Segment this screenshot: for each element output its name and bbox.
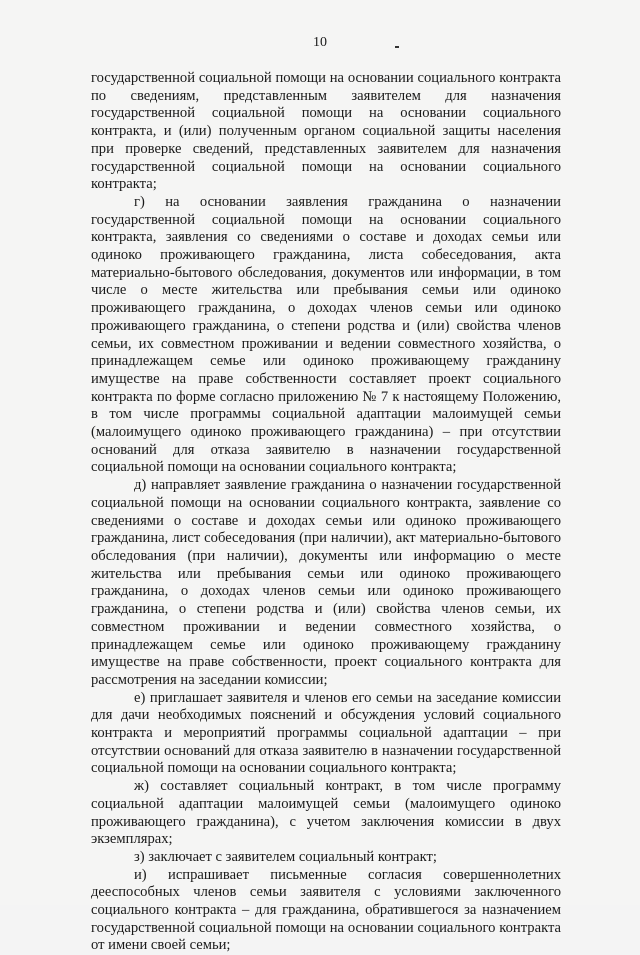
paragraph-item-i: и) испрашивает письменные согласия совершеннолетних дееспособных членов семьи заявителя с условиями заключенного социального контракта – для гражданина, обратившегося за назначением государственной социальной помощи на основании социального контракта от имени своей семьи; — [91, 866, 561, 954]
paragraph-continuation: государственной социальной помощи на основании социального контракта по сведениям, представленным заявителем для назначения государственной социальной помощи на основании социального контракта, и (или) полученным органом социальной защиты населения при проверке сведений, представленных заявителем для назначения государственной социальной помощи на основании социального контракта; — [91, 70, 561, 193]
scan-mark — [395, 46, 399, 48]
paragraph-item-e: е) приглашает заявителя и членов его семьи на заседание комиссии для дачи необходимых пояснений и обсуждения условий социального контракта и мероприятий программы социальной адаптации – при отсутствии оснований для отказа заявителю в назначении государственной социальной помощи на основании социального контракта; — [91, 689, 561, 777]
document-body — [91, 70, 561, 955]
page-number: 10 — [313, 35, 327, 50]
paragraph-item-zh: ж) составляет социальный контракт, в том числе программу социальной адаптации малоимущей семьи (малоимущего одиноко проживающего гражданина), с учетом заключения комиссии в двух экземплярах; — [91, 778, 561, 848]
paragraph-item-g: г) на основании заявления гражданина о назначении государственной социальной помощи на основании социального контракта, заявления со сведениями о составе и доходах семьи или одиноко проживающего гражданина, листа собеседования, акта материально-бытового обследования, документов или информации, в том числе о месте жительства или пребывания семьи или одиноко проживающего гражданина, о доходах членов семьи или одиноко проживающего гражданина, о степени родства и (или) свойства членов семьи, их совместном проживании и ведении совместного хозяйства, о принадлежащем семье или одиноко проживающему гражданину имуществе на праве собственности составляет проект социального контракта по форме согласно приложению № 7 к настоящему Положению, в том числе программы социальной адаптации малоимущей семьи (малоимущего одиноко проживающего гражданина) – при отсутствии оснований для отказа заявителю в назначении государственной социальной помощи на основании социального контракта; — [91, 193, 561, 476]
paragraph-item-z: з) заключает с заявителем социальный контракт; — [134, 848, 437, 865]
paragraph-item-d: д) направляет заявление гражданина о назначении государственной социальной помощи на основании социального контракта, заявление со сведениями о составе и доходах семьи или одиноко проживающего гражданина, лист собеседования (при наличии), акт материально-бытового обследования (при наличии), документы или информацию о месте жительства или пребывания семьи или одиноко проживающего гражданина, о доходах членов семьи или одиноко проживающего гражданина, о степени родства и (или) свойства членов семьи, их совместном проживании и ведении совместного хозяйства, о принадлежащем семье или одиноко проживающему гражданину имуществе на праве собственности, проект социального контракта для рассмотрения на заседании комиссии; — [91, 477, 561, 688]
